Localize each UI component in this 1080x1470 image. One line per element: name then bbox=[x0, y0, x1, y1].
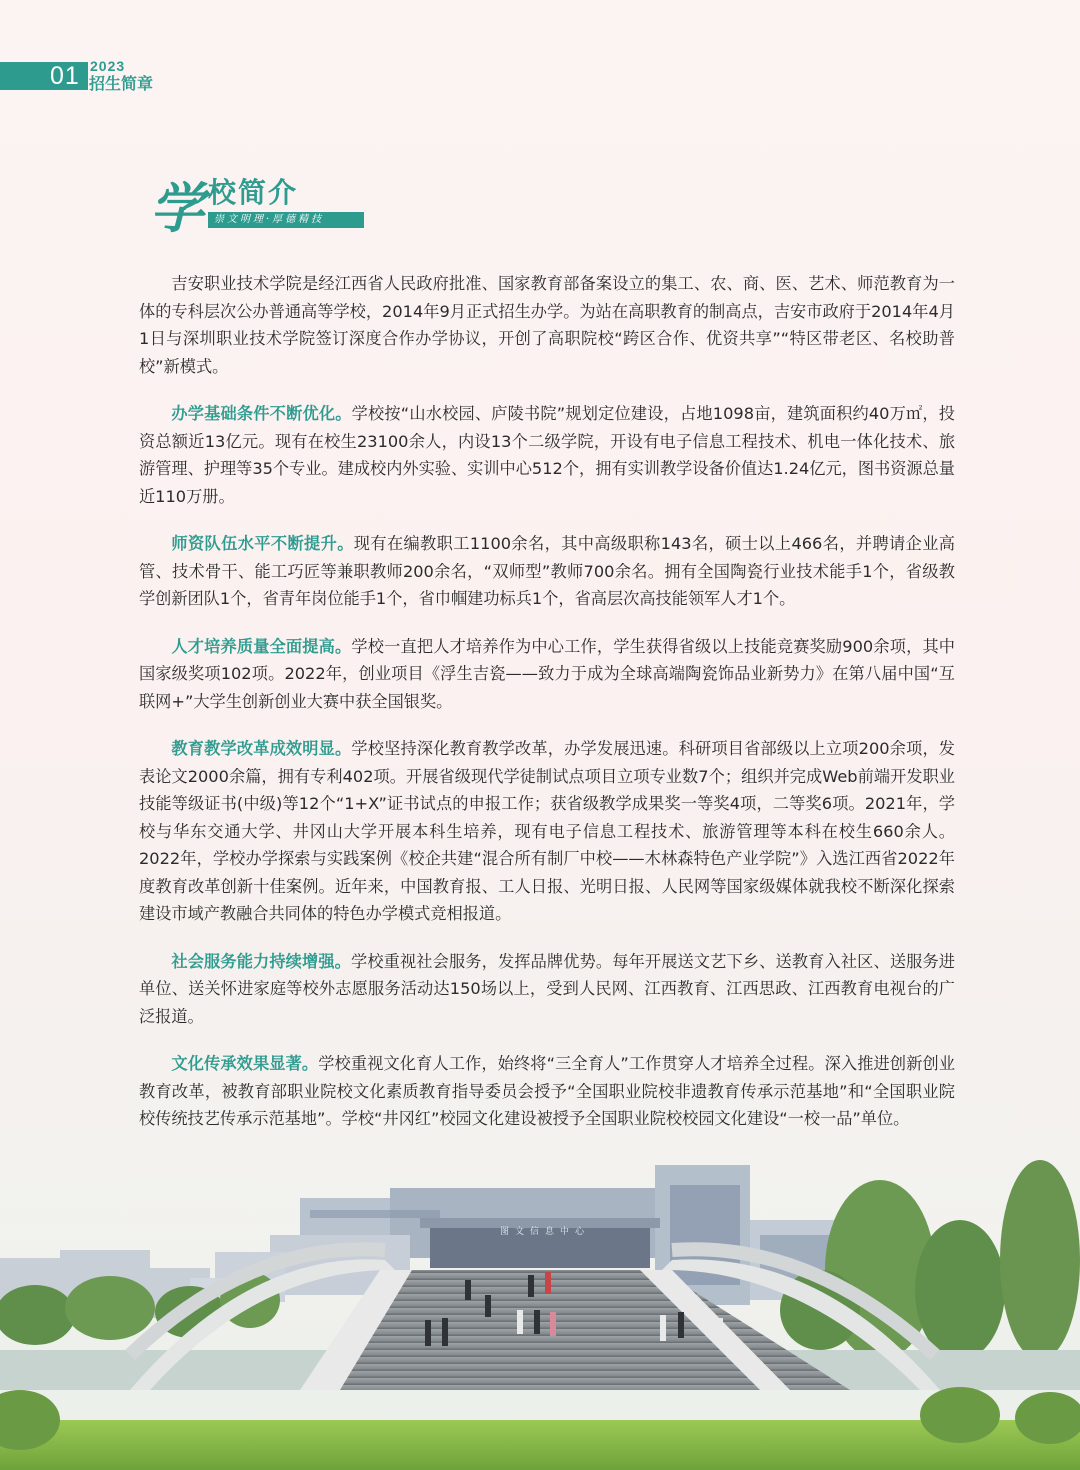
paragraph-text: 学校按“山水校园、庐陵书院”规划定位建设，占地1098亩，建筑面积约40万㎡，投资总额近13亿元。现有在校生23100余人，内设13个二级学院，开设有电子信息工程技术、机电一体化技术、旅游管理、护理等35个专业。建成校内外实验、实训中心512个，拥有实训教学设备价值达1.24亿元，图书资源总量近110万册。 bbox=[139, 404, 955, 506]
paragraph-faculty bbox=[139, 530, 955, 613]
lawn bbox=[0, 1420, 1080, 1470]
header-year: 2023 bbox=[90, 58, 126, 74]
section-title-initial: 学 bbox=[150, 176, 204, 240]
paragraph-lead: 文化传承效果显著。 bbox=[171, 1054, 319, 1073]
paragraph-intro bbox=[139, 270, 955, 380]
page-number: 01 bbox=[50, 62, 80, 90]
intro-content bbox=[139, 270, 955, 1153]
paragraph-lead: 社会服务能力持续增强。 bbox=[171, 951, 351, 971]
paragraph-facilities bbox=[139, 400, 955, 510]
building-sign: 图文信息中心 bbox=[499, 1227, 591, 1237]
paragraph-text: 吉安职业技术学院是经江西省人民政府批准、国家教育部备案设立的集工、农、商、医、艺术、师范教育为一体的专科层次公办普通高等学校，2014年9月正式招生办学。为站在高职教育的制高点，吉安市政府于2014年4月1日与深圳职业技术学院签订深度合作办学协议，开创了高职院校“跨区合作、优资共享”“特区带老区、名校助普校”新模式。 bbox=[139, 274, 955, 376]
paragraph-text: 现有在编教职工1100余名，其中高级职称143名，硕士以上466名，并聘请企业高管、技术骨干、能工巧匠等兼职教师200余名，“双师型”教师700余名。拥有全国陶瓷行业技术能手1个，省级教学创新团队1个，省青年岗位能手1个，省巾帼建功标兵1个，省高层次高技能领军人才1个。 bbox=[139, 534, 955, 608]
paragraph-culture bbox=[139, 1050, 955, 1133]
paragraph-text: 学校重视文化育人工作，始终将“三全育人”工作贯穿人才培养全过程。深入推进创新创业教育改革，被教育部职业院校文化素质教育指导委员会授予“全国职业院校非遗教育传承示范基地”和“全国职业院校传统技艺传承示范基地”。学校“井冈红”校园文化建设被授予全国职业院校校园文化建设“一校一品”单位。 bbox=[139, 1054, 956, 1128]
paragraph-service bbox=[139, 948, 955, 1031]
paragraph-lead: 师资队伍水平不断提升。 bbox=[171, 534, 354, 553]
paragraph-reform bbox=[139, 735, 955, 928]
paragraph-lead: 教育教学改革成效明显。 bbox=[171, 739, 352, 758]
paragraph-text: 学校重视社会服务，发挥品牌优势。每年开展送文艺下乡、送教育入社区、送服务进单位、送关怀进家庭等校外志愿服务活动达150场以上，受到人民网、江西教育、江西思政、江西教育电视台的广泛报道。 bbox=[139, 951, 955, 1026]
paragraph-text: 学校一直把人才培养作为中心工作，学生获得省级以上技能竞赛奖励900余项，其中国家级奖项102项。2022年，创业项目《浮生吉瓷——致力于成为全球高端陶瓷饰品业新势力》在第八届中国“互联网+”大学生创新创业大赛中获全国银奖。 bbox=[139, 636, 955, 711]
section-title: 校简介 bbox=[208, 176, 299, 209]
paragraph-text: 学校坚持深化教育教学改革，办学发展迅速。科研项目省部级以上立项200余项，发表论文2000余篇，拥有专利402项。开展省级现代学徒制试点项目立项专业数7个；组织并完成Web前端开发职业技能等级证书(中级)等12个“1+X”证书试点的申报工作；获省级教学成果奖一等奖4项，二等奖6项。2021年，学校与华东交通大学、井冈山大学开展本科生培养，现有电子信息工程技术、旅游管理等本科在校生660余人。2022年，学校办学探索与实践案例《校企共建“混合所有制厂中校——木林森特色产业学院”》入选江西省2022年度教育改革创新十佳案例。近年来，中国教育报、工人日报、光明日报、人民网等国家级媒体就我校不断深化探索建设市域产教融合共同体的特色办学模式竞相报道。 bbox=[139, 739, 955, 923]
paragraph-lead: 办学基础条件不断优化。 bbox=[171, 404, 352, 423]
paragraph-lead: 人才培养质量全面提高。 bbox=[171, 636, 352, 656]
campus-photo bbox=[0, 1140, 1080, 1470]
paragraph-talent bbox=[139, 633, 955, 716]
section-motto: 崇文明理·厚德精技 bbox=[208, 212, 364, 228]
header-doc-title: 招生简章 bbox=[89, 74, 154, 93]
